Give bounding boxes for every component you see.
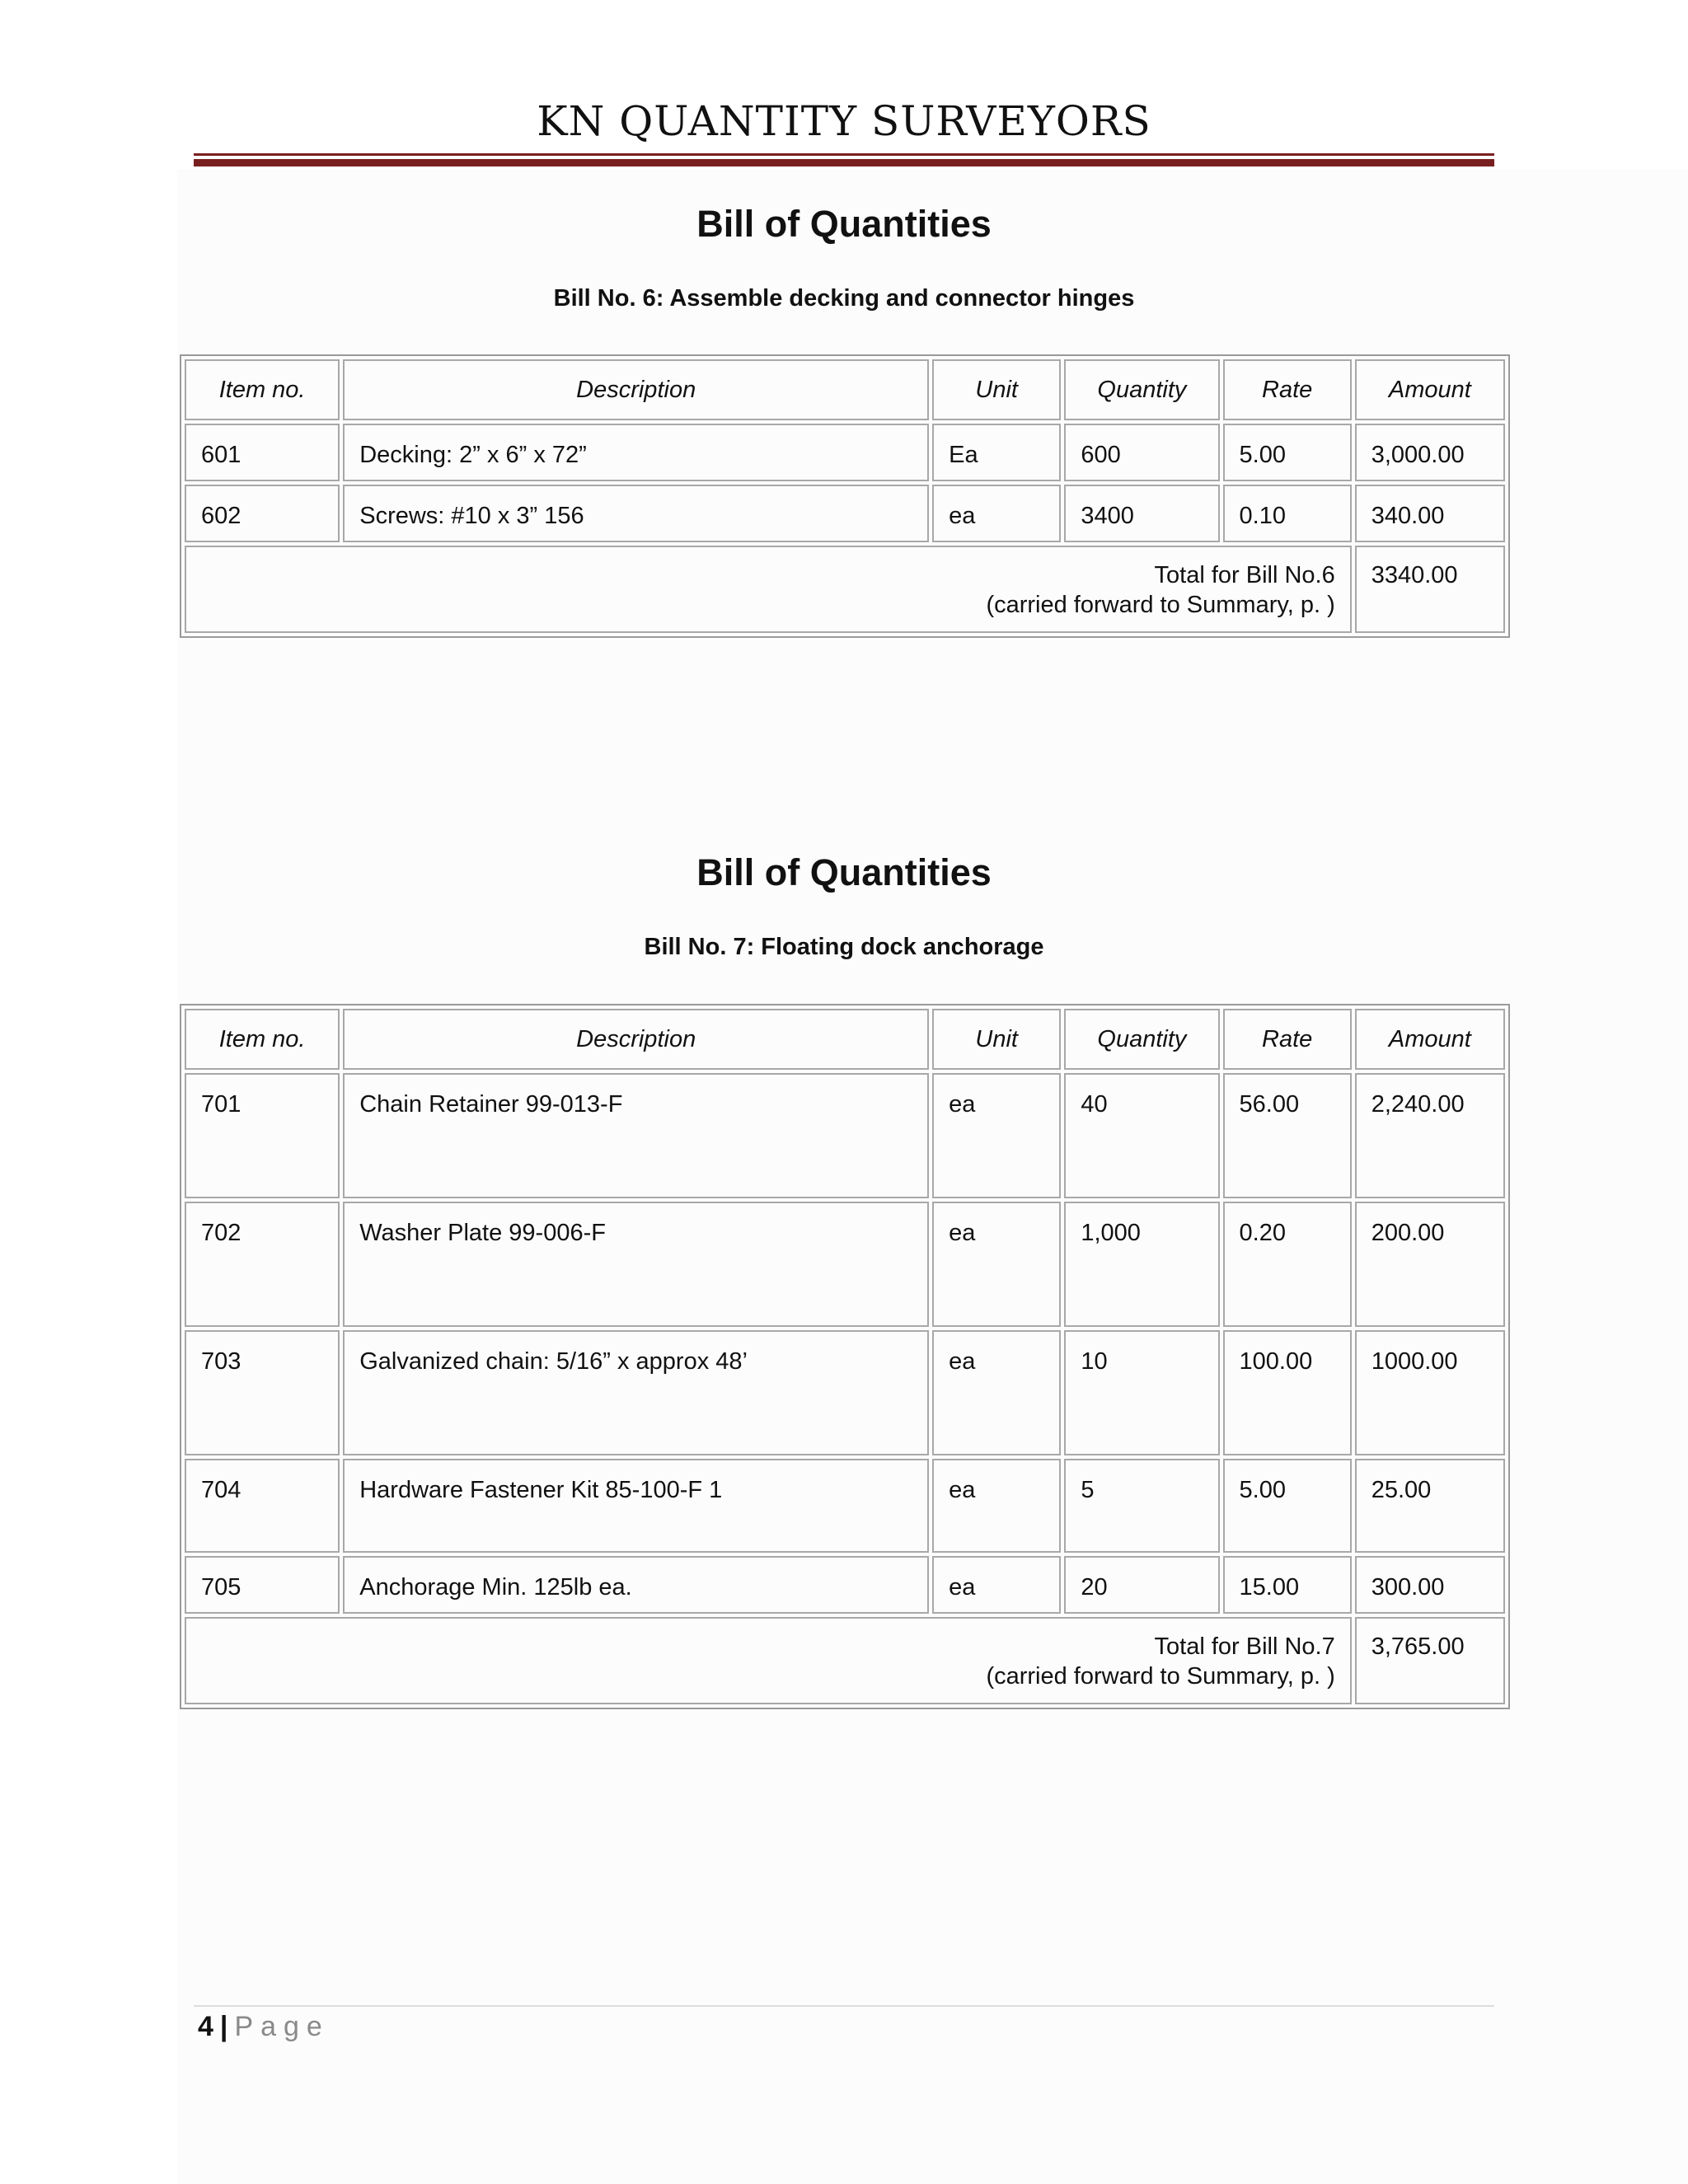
col-rate: Rate xyxy=(1223,359,1352,420)
col-description: Description xyxy=(343,1009,929,1070)
header-rule-thin xyxy=(194,153,1494,156)
table-row xyxy=(185,1330,1505,1455)
footer-separator: | xyxy=(219,2011,228,2042)
quantity: 5 xyxy=(1064,1459,1219,1553)
item-no: 702 xyxy=(185,1202,340,1327)
amount: 1000.00 xyxy=(1355,1330,1505,1455)
page-label: Page xyxy=(234,2011,330,2042)
item-no: 602 xyxy=(185,485,340,542)
carried-forward-note: (carried forward to Summary, p. ) xyxy=(986,1663,1335,1690)
unit: Ea xyxy=(932,424,1061,481)
col-item-no: Item no. xyxy=(185,1009,340,1070)
bill6-table xyxy=(180,354,1510,638)
company-header: KN QUANTITY SURVEYORS xyxy=(537,97,1151,145)
rate: 100.00 xyxy=(1223,1330,1352,1455)
col-quantity: Quantity xyxy=(1064,359,1219,420)
unit: ea xyxy=(932,485,1061,542)
item-no: 601 xyxy=(185,424,340,481)
col-unit: Unit xyxy=(932,359,1061,420)
total-value: 3,765.00 xyxy=(1355,1617,1505,1704)
quantity: 3400 xyxy=(1064,485,1219,542)
rate: 15.00 xyxy=(1223,1556,1352,1614)
rate: 5.00 xyxy=(1223,424,1352,481)
amount: 340.00 xyxy=(1355,485,1505,542)
table-row xyxy=(185,485,1505,542)
amount: 2,240.00 xyxy=(1355,1073,1505,1198)
bill7-table xyxy=(180,1004,1510,1709)
description: Chain Retainer 99-013-F xyxy=(343,1073,929,1198)
col-item-no: Item no. xyxy=(185,359,340,420)
total-value: 3340.00 xyxy=(1355,546,1505,633)
quantity: 20 xyxy=(1064,1556,1219,1614)
item-no: 701 xyxy=(185,1073,340,1198)
unit: ea xyxy=(932,1202,1061,1327)
description: Hardware Fastener Kit 85-100-F 1 xyxy=(343,1459,929,1553)
quantity: 1,000 xyxy=(1064,1202,1219,1327)
total-label: Total for Bill No.7 xyxy=(1154,1633,1335,1660)
amount: 25.00 xyxy=(1355,1459,1505,1553)
col-amount: Amount xyxy=(1355,1009,1505,1070)
total-label-cell xyxy=(185,1617,1352,1704)
total-row xyxy=(185,546,1505,633)
total-row xyxy=(185,1617,1505,1704)
unit: ea xyxy=(932,1073,1061,1198)
bill6-title: Bill of Quantities xyxy=(696,203,992,245)
description: Anchorage Min. 125lb ea. xyxy=(343,1556,929,1614)
description: Galvanized chain: 5/16” x approx 48’ xyxy=(343,1330,929,1455)
quantity: 10 xyxy=(1064,1330,1219,1455)
col-rate: Rate xyxy=(1223,1009,1352,1070)
rate: 5.00 xyxy=(1223,1459,1352,1553)
total-label-cell xyxy=(185,546,1352,633)
item-no: 703 xyxy=(185,1330,340,1455)
col-unit: Unit xyxy=(932,1009,1061,1070)
bill6-subtitle: Bill No. 6: Assemble decking and connector hinges xyxy=(553,285,1135,312)
amount: 300.00 xyxy=(1355,1556,1505,1614)
page-footer xyxy=(198,2011,330,2043)
table-header-row xyxy=(185,1009,1505,1070)
description: Decking: 2” x 6” x 72” xyxy=(343,424,929,481)
rate: 0.10 xyxy=(1223,485,1352,542)
col-amount: Amount xyxy=(1355,359,1505,420)
table-row xyxy=(185,1202,1505,1327)
footer-rule xyxy=(194,2005,1494,2007)
bill7-title: Bill of Quantities xyxy=(696,851,992,893)
description: Screws: #10 x 3” 156 xyxy=(343,485,929,542)
unit: ea xyxy=(932,1330,1061,1455)
description: Washer Plate 99-006-F xyxy=(343,1202,929,1327)
unit: ea xyxy=(932,1459,1061,1553)
bill7-subtitle: Bill No. 7: Floating dock anchorage xyxy=(644,934,1044,960)
total-label: Total for Bill No.6 xyxy=(1154,562,1335,588)
unit: ea xyxy=(932,1556,1061,1614)
item-no: 704 xyxy=(185,1459,340,1553)
rate: 56.00 xyxy=(1223,1073,1352,1198)
quantity: 600 xyxy=(1064,424,1219,481)
col-quantity: Quantity xyxy=(1064,1009,1219,1070)
table-row xyxy=(185,1556,1505,1614)
table-header-row xyxy=(185,359,1505,420)
page-number: 4 xyxy=(198,2011,213,2042)
rate: 0.20 xyxy=(1223,1202,1352,1327)
col-description: Description xyxy=(343,359,929,420)
table-row xyxy=(185,1459,1505,1553)
table-row xyxy=(185,424,1505,481)
table-row xyxy=(185,1073,1505,1198)
header-rule-thick xyxy=(194,159,1494,166)
carried-forward-note: (carried forward to Summary, p. ) xyxy=(986,592,1335,618)
amount: 200.00 xyxy=(1355,1202,1505,1327)
amount: 3,000.00 xyxy=(1355,424,1505,481)
quantity: 40 xyxy=(1064,1073,1219,1198)
item-no: 705 xyxy=(185,1556,340,1614)
